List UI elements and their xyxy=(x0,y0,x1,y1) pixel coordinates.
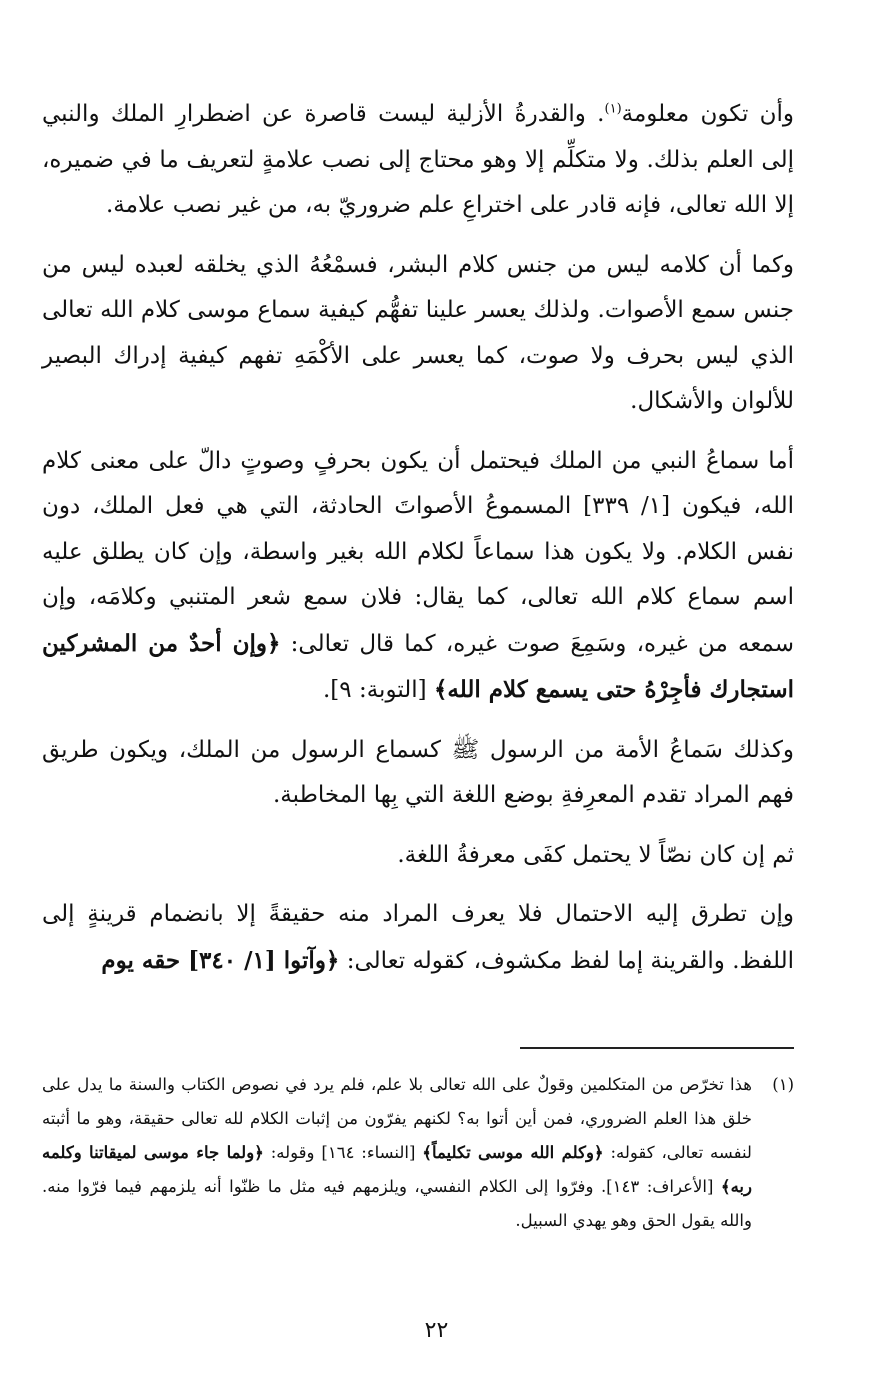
text-run: وكذلك سَماعُ الأمة من الرسول ﷺ كسماع الرسول من الملك، ويكون طريق فهم المراد تقدم المعرِفةِ بوضع اللغة التي بِها المخاطبة. xyxy=(42,736,794,808)
text-run: أما سماعُ النبي من الملك فيحتمل أن يكون بحرفٍ وصوتٍ دالّ على معنى كلام الله، فيكون [١/ ٣٣٩] المسموعُ الأصواتَ الحادثة، التي هي فعل الملك، دون نفس الكلام. ولا يكون هذا سماعاً لكلام الله بغير واسطة، وإن كان يطلق عليه اسم سماع كلام الله تعالى، كما يقال: فلان سمع شعر المتنبي وكلامَه، وإن سمعه من غيره، وسَمِعَ صوت غيره، كما قال تعالى: xyxy=(42,447,794,657)
paragraph xyxy=(42,92,794,229)
text-run: [التوبة: ٩]. xyxy=(323,677,434,703)
text-run: وإن تطرق إليه الاحتمال فلا يعرف المراد منه حقيقةً إلا بانضمام قرينةٍ إلى اللفظ. والقرينة إما لفظ مكشوف، كقوله تعالى: xyxy=(42,901,794,974)
page-body xyxy=(42,92,794,984)
quran-verse: ﴿وإن أحدٌ من المشركين استجارك فأجِرْهُ حتى يسمع كلام الله﴾ xyxy=(42,629,794,703)
paragraph xyxy=(42,243,794,425)
footnote-number: (١) xyxy=(772,1075,794,1094)
paragraph xyxy=(42,833,794,879)
text-run: [الأعراف: ١٤٣]. وفرّوا إلى الكلام النفسي، ويلزمهم فيه مثل ما ظنّوا أنه يلزمهم فيما فرّوا منه. والله يقول الحق وهو يهدي السبيل. xyxy=(42,1177,752,1230)
main-text xyxy=(42,92,794,984)
paragraph xyxy=(42,728,794,819)
text-run: وأن تكون معلومة xyxy=(621,101,795,127)
text-run: هذا تخرّص من المتكلمين وقولٌ على الله تعالى بلا علم، فلم يرد في نصوص الكتاب والسنة ما يدل على خلق هذا العلم الضروري، فمن أين أتوا به؟ لكنهم يفرّون من إثبات الكلام لله تعالى حقيقة، وهو ما أثبته لنفسه تعالى، كقوله: xyxy=(42,1075,752,1162)
text-run: وكما أن كلامه ليس من جنس كلام البشر، فسمْعُهُ الذي يخلقه لعبده ليس من جنس سمع الأصوات. ولذلك يعسر علينا تفهُّم كيفية سماع موسى كلام الله تعالى الذي ليس بحرف ولا صوت، كما يعسر على الأكْمَهِ تفهم كيفية إدراك البصير للألوان والأشكال. xyxy=(42,251,794,414)
quran-verse: ﴿وآتوا [١/ ٣٤٠] حقه يوم xyxy=(101,946,340,974)
footnote-ref: (١) xyxy=(604,101,622,117)
footnote-text xyxy=(42,1068,752,1238)
paragraph xyxy=(42,892,794,984)
quran-verse: ﴿وكلم الله موسى تكليماً﴾ xyxy=(422,1143,604,1162)
quran-verse: ﴿ولما جاء موسى لميقاتنا وكلمه ربه﴾ xyxy=(42,1143,752,1196)
text-run: . والقدرةُ الأزلية ليست قاصرة عن اضطرارِ الملك والنبي إلى العلم بذلك. ولا متكلِّم إلا وهو محتاج إلى نصب علامةٍ لتعريف ما في ضميره، إلا الله تعالى، فإنه قادر على اختراعِ علم ضروريّ به، من غير نصب علامة. xyxy=(42,101,794,218)
paragraph xyxy=(42,439,794,714)
footnote xyxy=(42,1068,794,1238)
text-run: ثم إن كان نصّاً لا يحتمل كفَى معرفةُ اللغة. xyxy=(397,841,794,868)
text-run: [النساء: ١٦٤] وقوله: xyxy=(263,1143,423,1162)
page-number: ٢٢ xyxy=(424,1318,449,1343)
footnote-separator xyxy=(520,1047,794,1049)
